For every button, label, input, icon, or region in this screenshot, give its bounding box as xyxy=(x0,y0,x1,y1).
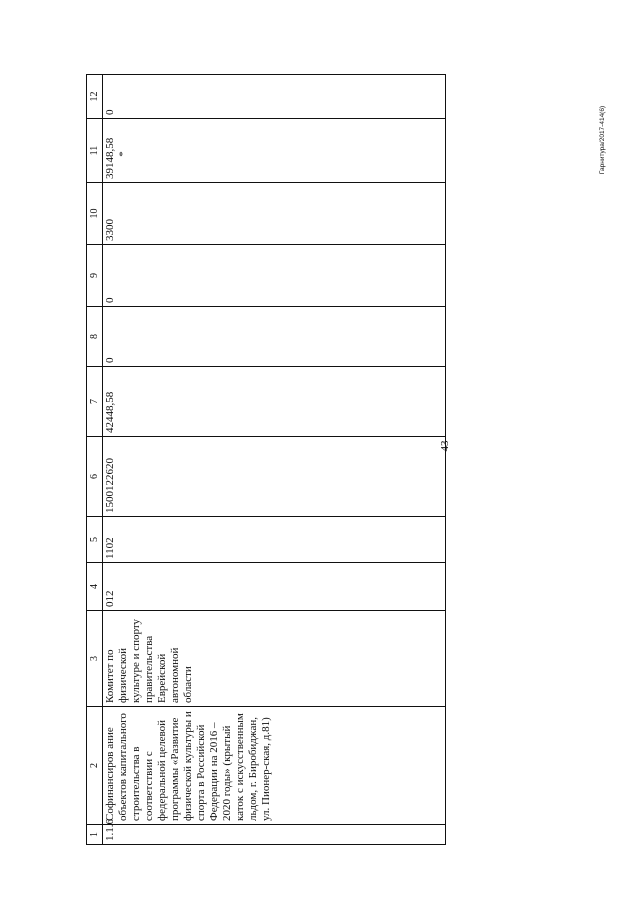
header-cell: 9 xyxy=(87,245,103,307)
amount-cell: 42448,58 xyxy=(103,367,446,437)
amount-cell: 0 xyxy=(103,307,446,367)
amount-cell: 0 xyxy=(103,245,446,307)
amount-cell: 3300 xyxy=(103,183,446,245)
section-code-cell: 1102 xyxy=(103,517,446,563)
header-cell: 3 xyxy=(87,611,103,707)
amount-cell: 0 xyxy=(103,75,446,119)
item-description-cell: Софинансиров ание объектов капитального строительства в соответствии с федеральной целевой программы «Развитие физической культуры и спорта в Российской Федерации на 2016 – 2020 годы» (крытый каток с искусственным льдом, г. Биробиджан, ул. Пионер-ская, д.81) xyxy=(103,707,446,825)
table-row xyxy=(103,75,446,845)
header-row xyxy=(87,75,103,845)
header-cell: 11 xyxy=(87,119,103,183)
item-number-cell: 1.1.6 xyxy=(103,825,446,845)
document-code: Гарнитура/2017-414(6) xyxy=(599,105,606,175)
header-cell: 1 xyxy=(87,825,103,845)
header-cell: 4 xyxy=(87,563,103,611)
page-number: 43 xyxy=(439,440,451,452)
responsible-agency-cell: Комитет по физической культуре и спорту правительства Еврейской автономной области xyxy=(103,611,446,707)
code-cell: 012 xyxy=(103,563,446,611)
header-cell: 12 xyxy=(87,75,103,119)
budget-table xyxy=(86,74,446,845)
amount-cell xyxy=(103,119,446,183)
amount-value: 39148,58 xyxy=(104,137,116,179)
footnote-mark: * xyxy=(116,151,129,157)
header-cell: 2 xyxy=(87,707,103,825)
header-cell: 5 xyxy=(87,517,103,563)
target-article-cell: 1500122620 xyxy=(103,437,446,517)
header-cell: 10 xyxy=(87,183,103,245)
header-cell: 6 xyxy=(87,437,103,517)
header-cell: 8 xyxy=(87,307,103,367)
budget-table-container xyxy=(86,75,446,845)
header-cell: 7 xyxy=(87,367,103,437)
